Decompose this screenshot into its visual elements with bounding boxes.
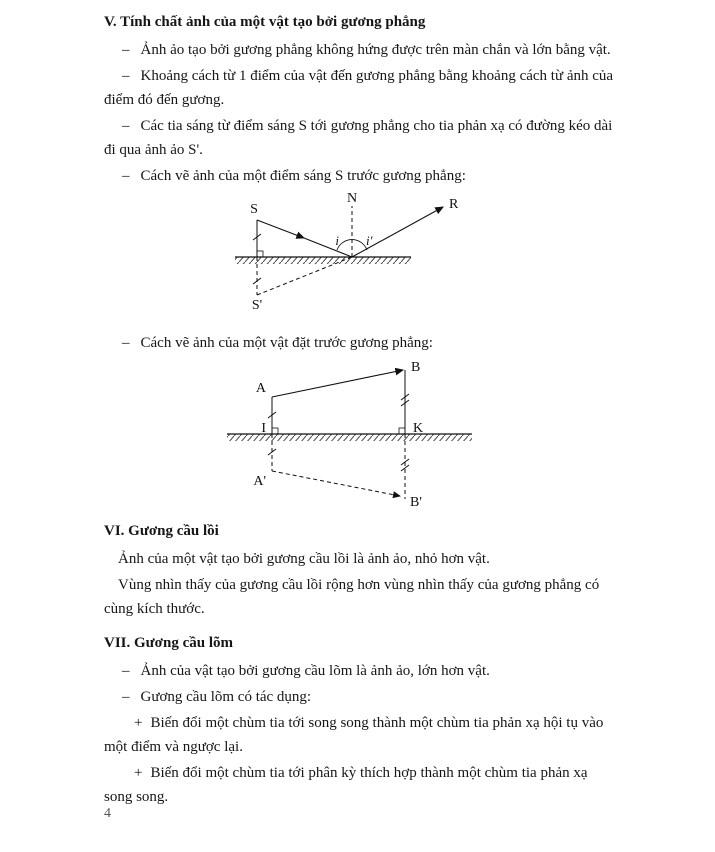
label-S: S xyxy=(249,202,258,217)
label-angle-i: i xyxy=(334,233,339,248)
label-N: N xyxy=(346,192,357,206)
label-R: R xyxy=(448,197,458,212)
dash-bullet: – xyxy=(122,118,130,134)
image-arrow-A-prime-B-prime xyxy=(272,471,400,496)
section-v-item-1 xyxy=(104,38,619,62)
reflected-ray xyxy=(352,207,443,257)
item-text: Ảnh ảo tạo bởi gương phẳng không hứng được trên màn chắn và lớn bằng vật. xyxy=(140,42,611,58)
section-v-item-2 xyxy=(104,64,619,112)
item-text: Cách vẽ ảnh của một điểm sáng S trước gương phẳng: xyxy=(140,168,466,184)
item-text: Cách vẽ ảnh của một vật đặt trước gương phẳng: xyxy=(140,335,433,351)
dash-bullet: – xyxy=(122,42,130,58)
section-vii-item-4 xyxy=(104,761,619,809)
label-B-prime: B' xyxy=(409,495,422,509)
section-vi-heading: VI. Gương cầu lồi xyxy=(104,523,219,539)
dash-bullet: – xyxy=(122,68,130,84)
section-v-item-5 xyxy=(104,331,619,355)
plus-bullet: + xyxy=(134,765,143,781)
dash-bullet: – xyxy=(122,663,130,679)
point-reflection-svg xyxy=(227,192,477,327)
dash-bullet: – xyxy=(122,168,130,184)
label-A: A xyxy=(255,381,266,396)
object-reflection-diagram xyxy=(94,359,609,509)
right-angle-mark-I xyxy=(272,428,278,434)
section-vii-heading: VII. Gương cầu lõm xyxy=(104,635,233,651)
item-text: Khoảng cách từ 1 điểm của vật đến gương phẳng bằng khoảng cách từ ảnh của điểm đó đến gương. xyxy=(104,68,614,108)
section-v-heading: V. Tính chất ảnh của một vật tạo bởi gương phẳng xyxy=(104,14,426,30)
section-vii-item-1 xyxy=(104,659,619,683)
object-arrow-AB xyxy=(272,370,403,397)
label-S-prime: S' xyxy=(251,298,262,313)
item-text: Biến đổi một chùm tia tới phân kỳ thích hợp thành một chùm tia phản xạ song song. xyxy=(104,765,588,805)
dash-bullet: – xyxy=(122,335,130,351)
item-text: Các tia sáng từ điểm sáng S tới gương phẳng cho tia phản xạ có đường kéo dài đi qua ảnh ảo S'. xyxy=(104,118,613,158)
section-vi-paragraph-2: Vùng nhìn thấy của gương cầu lồi rộng hơn vùng nhìn thấy của gương phẳng có cùng kích thước. xyxy=(104,577,600,617)
section-v-item-4 xyxy=(104,164,619,188)
label-B: B xyxy=(410,360,420,375)
point-reflection-diagram xyxy=(94,192,609,327)
label-I: I xyxy=(260,421,266,436)
dash-bullet: – xyxy=(122,689,130,705)
item-text: Gương cầu lõm có tác dụng: xyxy=(140,689,312,705)
item-text: Biến đổi một chùm tia tới song song thành một chùm tia phản xạ hội tụ vào một điểm và ngược lại. xyxy=(104,715,604,755)
section-vii-item-3 xyxy=(104,711,619,759)
section-vii-item-2 xyxy=(104,685,619,709)
page-number: 4 xyxy=(104,806,111,821)
mirror-hatching xyxy=(235,257,411,264)
right-angle-mark xyxy=(257,251,263,257)
label-A-prime: A' xyxy=(252,474,266,489)
label-K: K xyxy=(412,421,423,436)
plus-bullet: + xyxy=(134,715,143,731)
section-v-item-3 xyxy=(104,114,619,162)
label-angle-i-prime: i' xyxy=(365,233,372,248)
object-reflection-svg xyxy=(222,359,482,509)
item-text: Ảnh của vật tạo bởi gương cầu lõm là ảnh ảo, lớn hơn vật. xyxy=(140,663,490,679)
right-angle-mark-K xyxy=(399,428,405,434)
section-vi-paragraph-1: Ảnh của một vật tạo bởi gương cầu lồi là ảnh ảo, nhỏ hơn vật. xyxy=(118,551,490,567)
